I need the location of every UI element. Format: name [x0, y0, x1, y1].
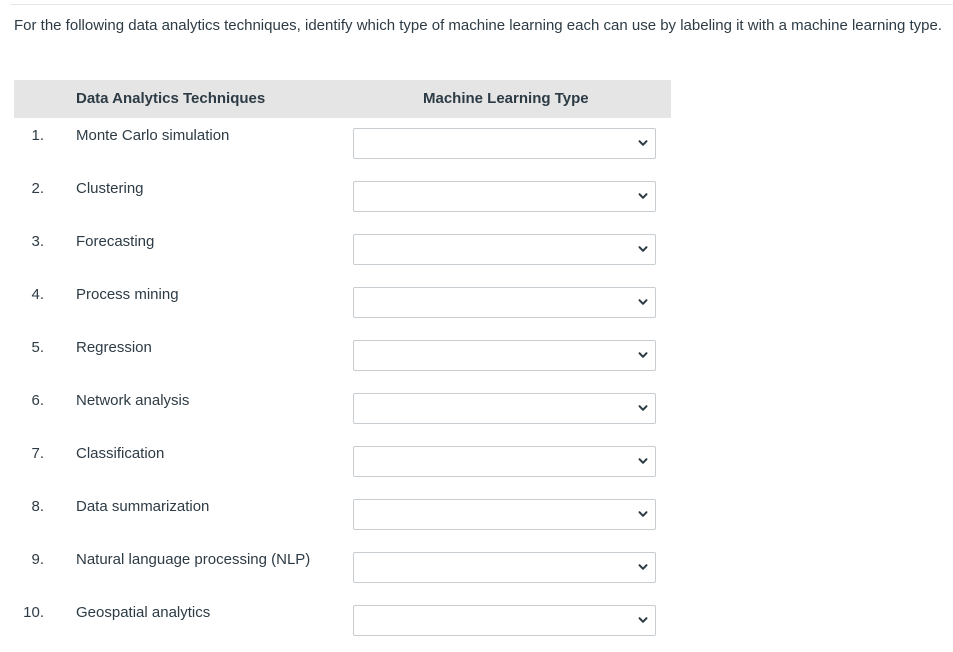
technique-label: Geospatial analytics [76, 604, 211, 621]
row-number: 6. [31, 392, 44, 409]
row-number: 5. [31, 339, 44, 356]
row-number: 7. [31, 445, 44, 462]
chevron-down-icon [637, 190, 649, 202]
table-row [0, 330, 953, 383]
row-number: 1. [31, 127, 44, 144]
table-row [0, 277, 953, 330]
row-number: 9. [31, 551, 44, 568]
chevron-down-icon [637, 508, 649, 520]
technique-label: Clustering [76, 180, 144, 197]
question-instructions: For the following data analytics techniques, identify which type of machine learning each can use by labeling it with a machine learning type. [14, 17, 943, 34]
table-row [0, 542, 953, 595]
table-row [0, 595, 953, 648]
header-techniques: Data Analytics Techniques [76, 90, 266, 107]
ml-type-select[interactable] [353, 128, 656, 159]
technique-label: Network analysis [76, 392, 190, 409]
ml-type-select[interactable] [353, 552, 656, 583]
top-divider [10, 4, 953, 5]
ml-type-select[interactable] [353, 446, 656, 477]
table-row [0, 489, 953, 542]
table-header [14, 80, 671, 118]
ml-type-select[interactable] [353, 340, 656, 371]
ml-type-select[interactable] [353, 287, 656, 318]
chevron-down-icon [637, 561, 649, 573]
chevron-down-icon [637, 614, 649, 626]
row-number: 2. [31, 180, 44, 197]
technique-label: Classification [76, 445, 165, 462]
technique-label: Natural language processing (NLP) [76, 551, 311, 568]
chevron-down-icon [637, 243, 649, 255]
row-number: 8. [31, 498, 44, 515]
technique-label: Monte Carlo simulation [76, 127, 230, 144]
table-row [0, 383, 953, 436]
header-ml-type: Machine Learning Type [423, 90, 589, 107]
row-number: 4. [31, 286, 44, 303]
table-row [0, 118, 953, 171]
chevron-down-icon [637, 349, 649, 361]
ml-type-select[interactable] [353, 499, 656, 530]
ml-type-select[interactable] [353, 234, 656, 265]
technique-label: Forecasting [76, 233, 155, 250]
table-row [0, 436, 953, 489]
chevron-down-icon [637, 137, 649, 149]
technique-label: Process mining [76, 286, 179, 303]
row-number: 3. [31, 233, 44, 250]
chevron-down-icon [637, 402, 649, 414]
technique-label: Regression [76, 339, 152, 356]
technique-label: Data summarization [76, 498, 210, 515]
chevron-down-icon [637, 296, 649, 308]
ml-type-select[interactable] [353, 393, 656, 424]
table-row [0, 171, 953, 224]
ml-type-select[interactable] [353, 181, 656, 212]
ml-type-select[interactable] [353, 605, 656, 636]
table-row [0, 224, 953, 277]
chevron-down-icon [637, 455, 649, 467]
row-number: 10. [23, 604, 44, 621]
